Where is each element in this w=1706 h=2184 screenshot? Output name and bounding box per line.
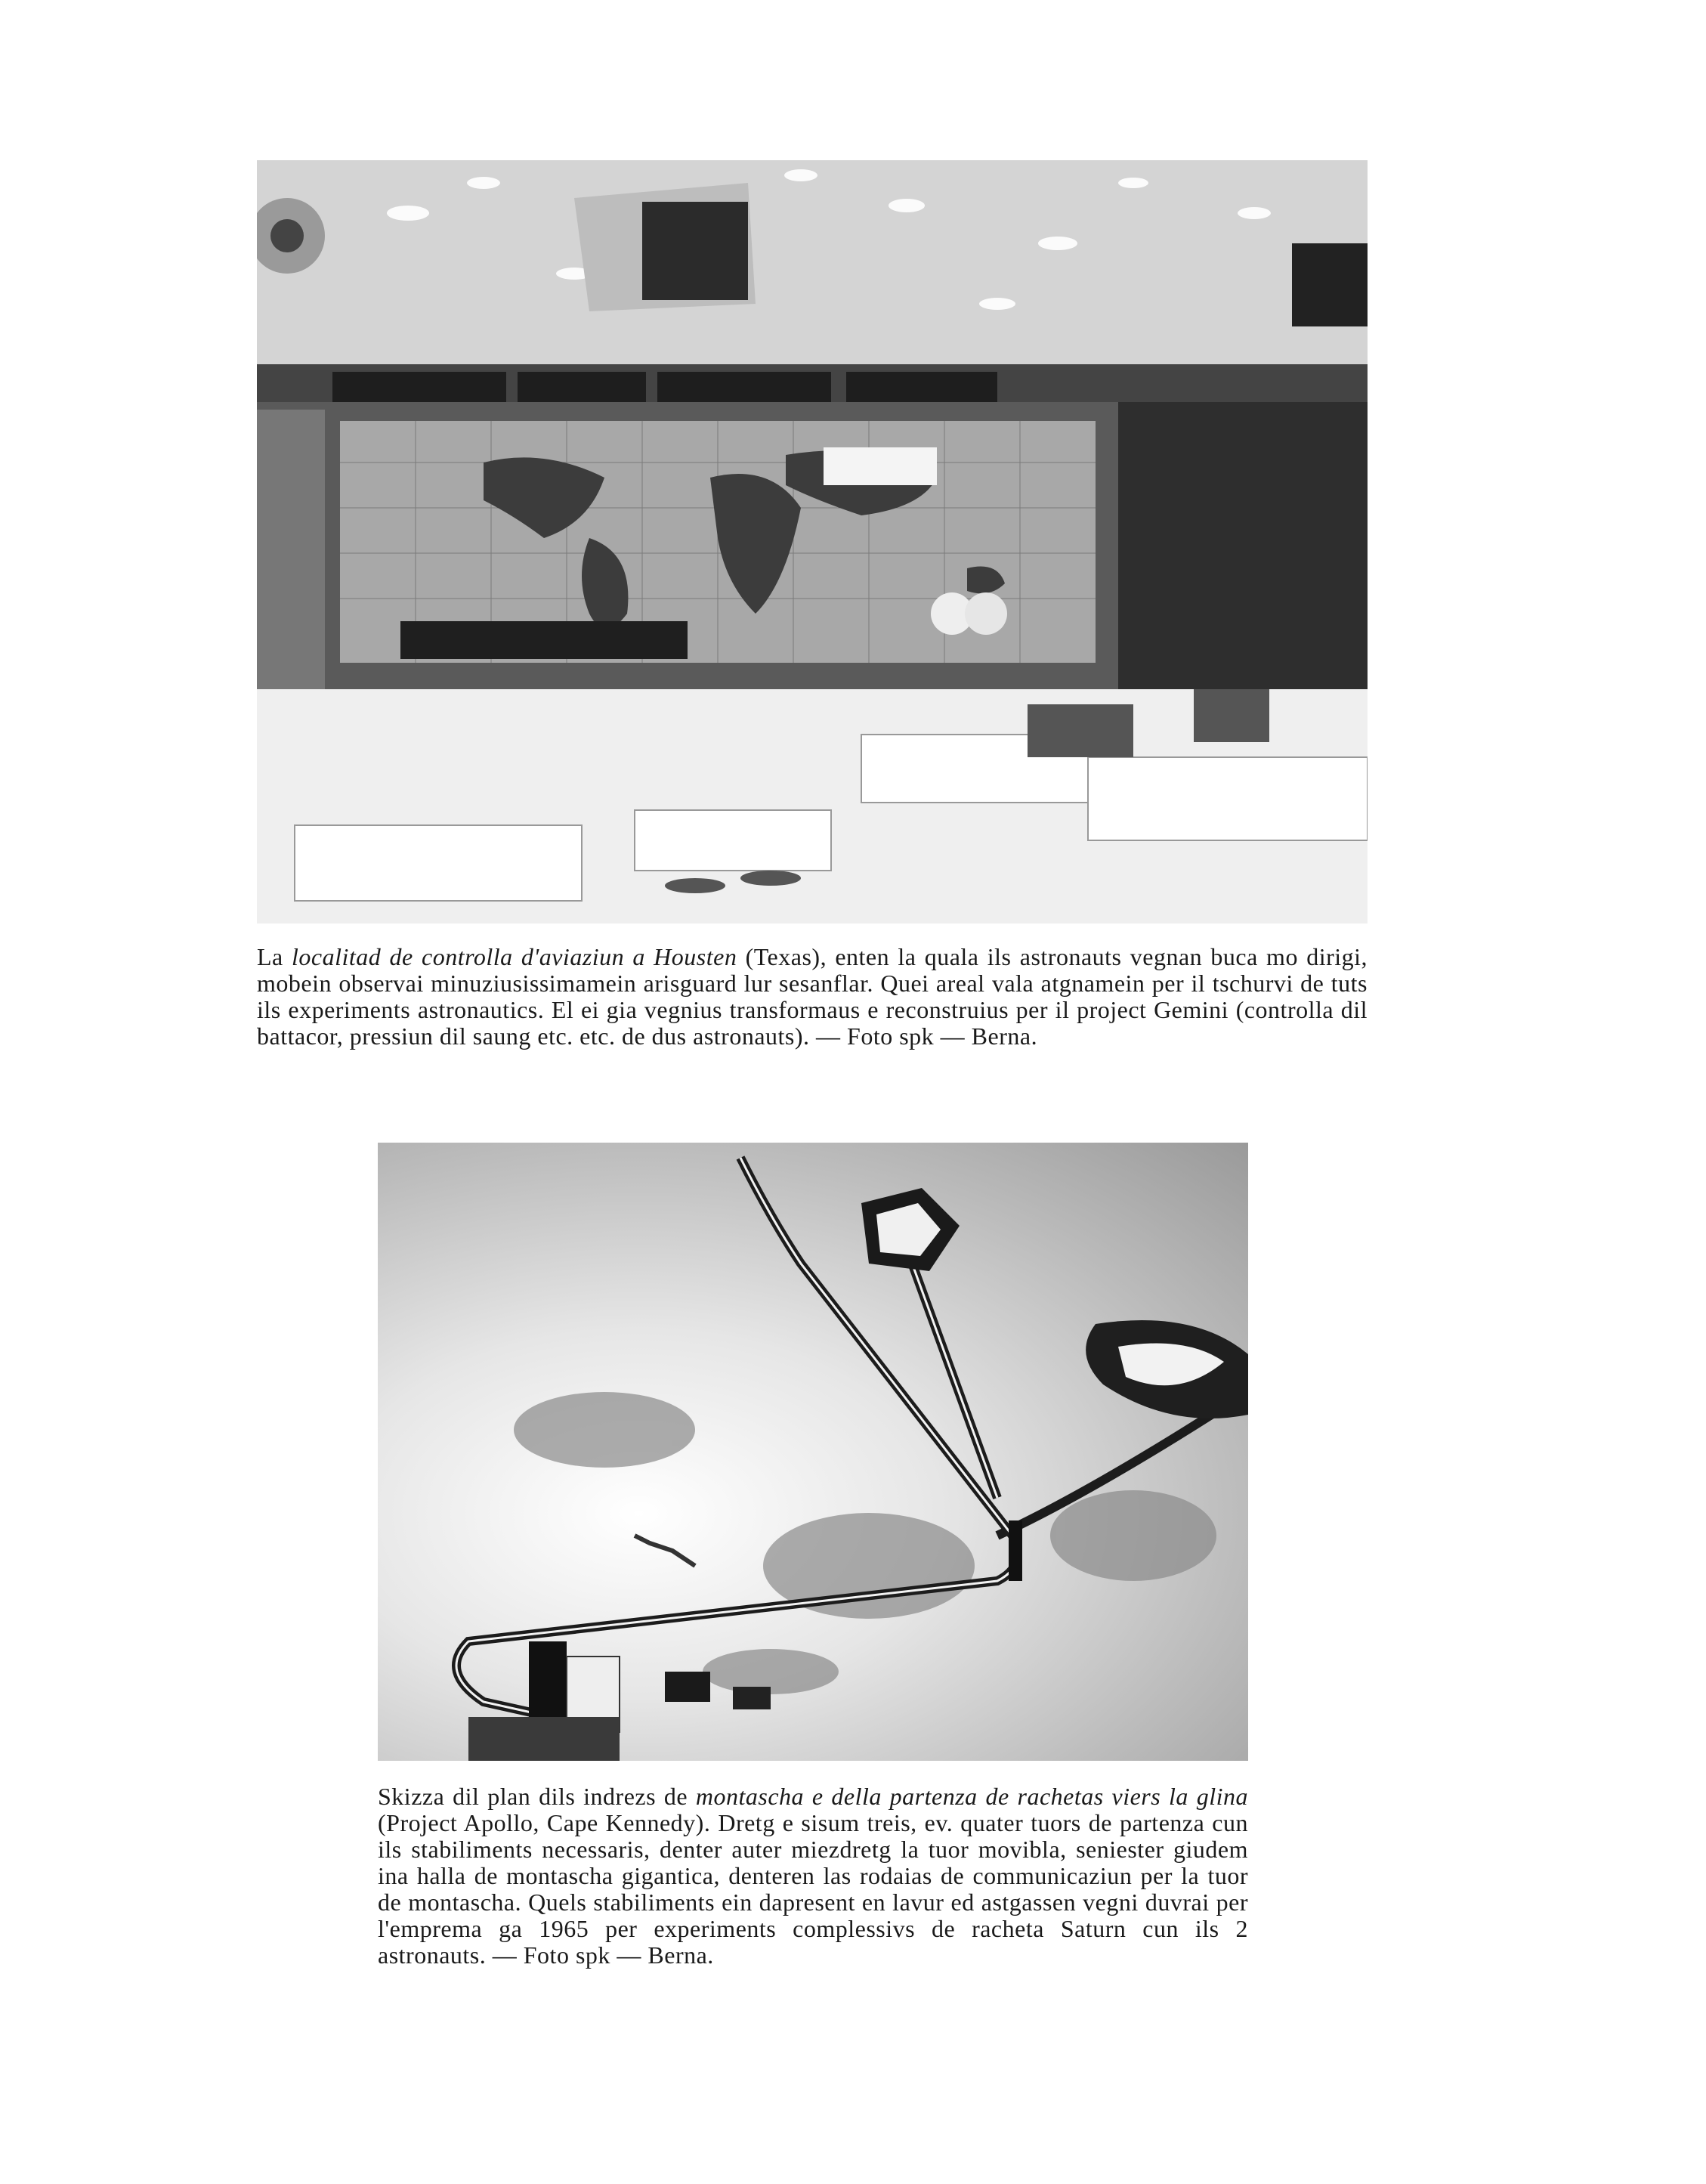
launch-site-caption [378,1783,1248,1969]
control-room-photo [257,160,1368,923]
caption-lead: Skizza dil plan dils indrezs de [378,1783,696,1810]
caption-body: (Project Apollo, Cape Kennedy). Dretg e sisum treis, ev. quater tuors de partenza cun ils stabiliments necessaris, denter auter miezdretg la tuor movibla, seniester giudem ina halla de montascha gigantica, denteren las rodaias de communicaziun per la tuor de montascha. Quels stabiliments ein dapresent en lavur ed astgassen vegni duvrai per l'emprema ga 1965 per experiments complessivs de racheta Saturn cun ils 2 astronauts. — Foto spk — Berna. [378,1809,1248,1969]
launch-site-photo [378,1143,1248,1761]
control-room-caption [257,944,1368,1050]
launch-site-illustration [378,1143,1248,1761]
control-room-illustration [257,160,1368,923]
caption-italic: montascha e della partenza de rachetas viers la glina [695,1783,1249,1810]
caption-body: (Texas), enten la quala ils astronauts vegnan buca mo dirigi, mobein observai minuziusissimamein arisguard lur sesanflar. Quei areal vala atgnamein per il tschurvi de tuts ils experiments astronautics. El ei gia vegnius transformaus e reconstruius per il project Gemini (controlla dil battacor, pressiun dil saung etc. etc. de dus astronauts). — Foto spk — Berna. [257,943,1368,1050]
caption-lead: La [257,943,292,970]
caption-italic: localitad de controlla d'aviaziun a Housten [292,943,737,970]
